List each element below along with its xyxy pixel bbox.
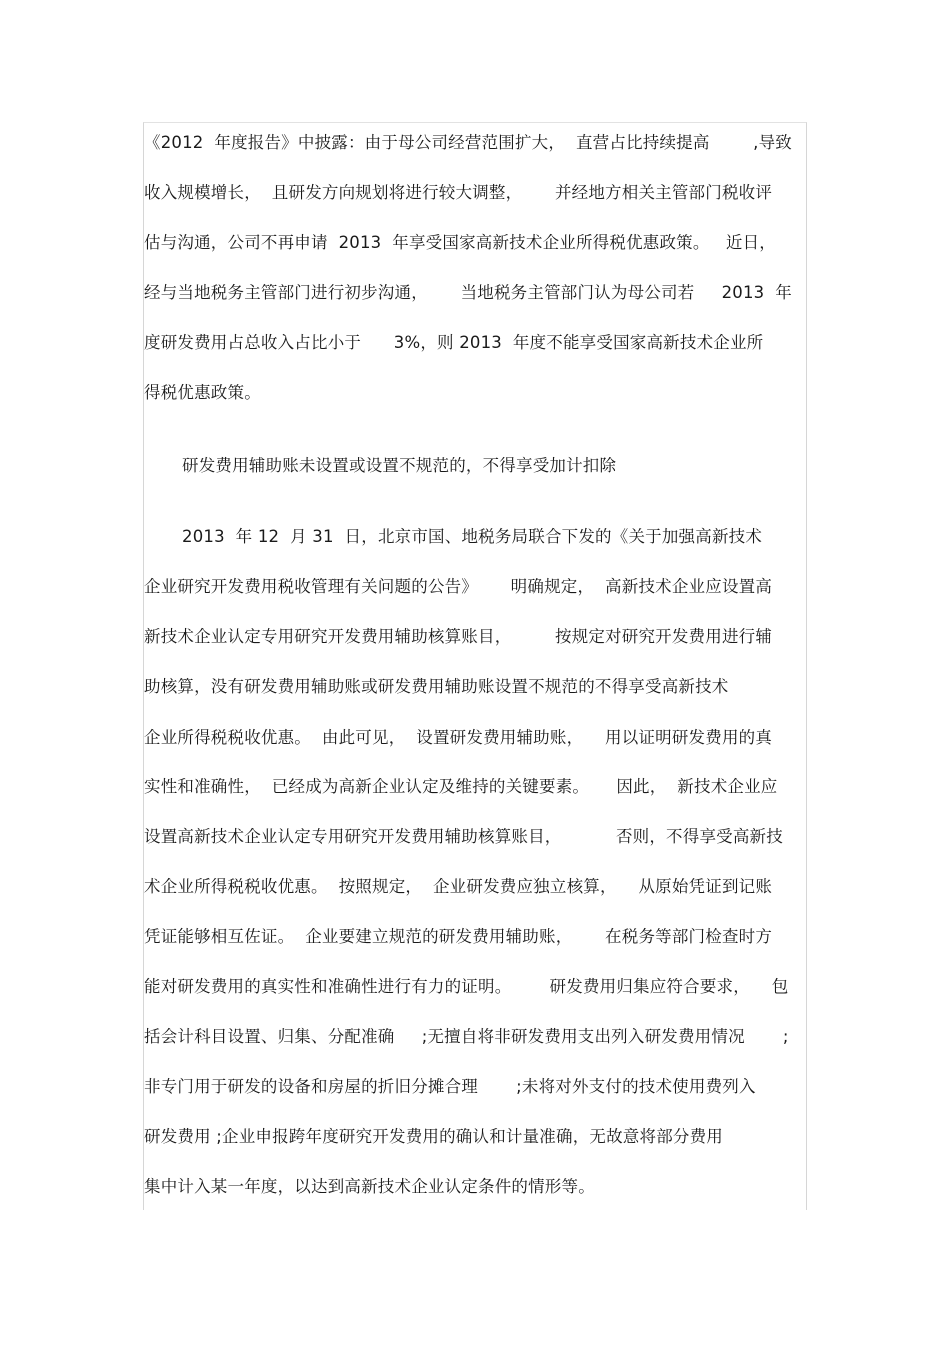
text-line: 研发费用 ;企业申报跨年度研究开发费用的确认和计量准确，无故意将部分费用	[144, 1127, 724, 1146]
text-line: 估与沟通，公司不再申请 2013 年享受国家高新技术企业所得税优惠政策。 近日，	[144, 233, 777, 252]
text-line: 《2012 年度报告》中披露：由于母公司经营范围扩大， 直营占比持续提高 ,导致	[144, 133, 792, 152]
text-line: 术企业所得税税收优惠。 按照规定， 企业研发费应独立核算， 从原始凭证到记账	[144, 877, 773, 896]
text-line: 能对研发费用的真实性和准确性进行有力的证明。 研发费用归集应符合要求， 包	[144, 977, 789, 996]
text-line: 企业研究开发费用税收管理有关问题的公告》 明确规定， 高新技术企业应设置高	[144, 577, 773, 596]
text-line: 集中计入某一年度，以达到高新技术企业认定条件的情形等。	[144, 1177, 595, 1196]
text-line: 收入规模增长， 且研发方向规划将进行较大调整， 并经地方相关主管部门税收评	[144, 183, 773, 202]
text-line: 度研发费用占总收入占比小于 3%，则 2013 年度不能享受国家高新技术企业所	[144, 333, 764, 352]
section-heading: 研发费用辅助账未设置或设置不规范的，不得享受加计扣除	[182, 456, 617, 475]
text-line: 设置高新技术企业认定专用研究开发费用辅助核算账目， 否则，不得享受高新技	[144, 827, 783, 846]
text-line: 实性和准确性， 已经成为高新企业认定及维持的关键要素。 因此， 新技术企业应	[144, 777, 778, 796]
text-line: 凭证能够相互佐证。 企业要建立规范的研发费用辅助账， 在税务等部门检查时方	[144, 927, 773, 946]
text-line: 经与当地税务主管部门进行初步沟通， 当地税务主管部门认为母公司若 2013 年	[144, 283, 792, 302]
text-line: 得税优惠政策。	[144, 383, 261, 402]
text-line: 新技术企业认定专用研究开发费用辅助核算账目， 按规定对研究开发费用进行辅	[144, 627, 773, 646]
text-line: 非专门用于研发的设备和房屋的折旧分摊合理 ;未将对外支付的技术使用费列入	[144, 1077, 756, 1096]
text-line: 助核算，没有研发费用辅助账或研发费用辅助账设置不规范的不得享受高新技术	[144, 677, 729, 696]
text-line: 2013 年 12 月 31 日，北京市国、地税务局联合下发的《关于加强高新技术	[182, 527, 763, 546]
text-line: 括会计科目设置、归集、分配准确 ;无擅自将非研发费用支出列入研发费用情况 ;	[144, 1027, 789, 1046]
text-line: 企业所得税税收优惠。 由此可见， 设置研发费用辅助账， 用以证明研发费用的真	[144, 728, 773, 747]
